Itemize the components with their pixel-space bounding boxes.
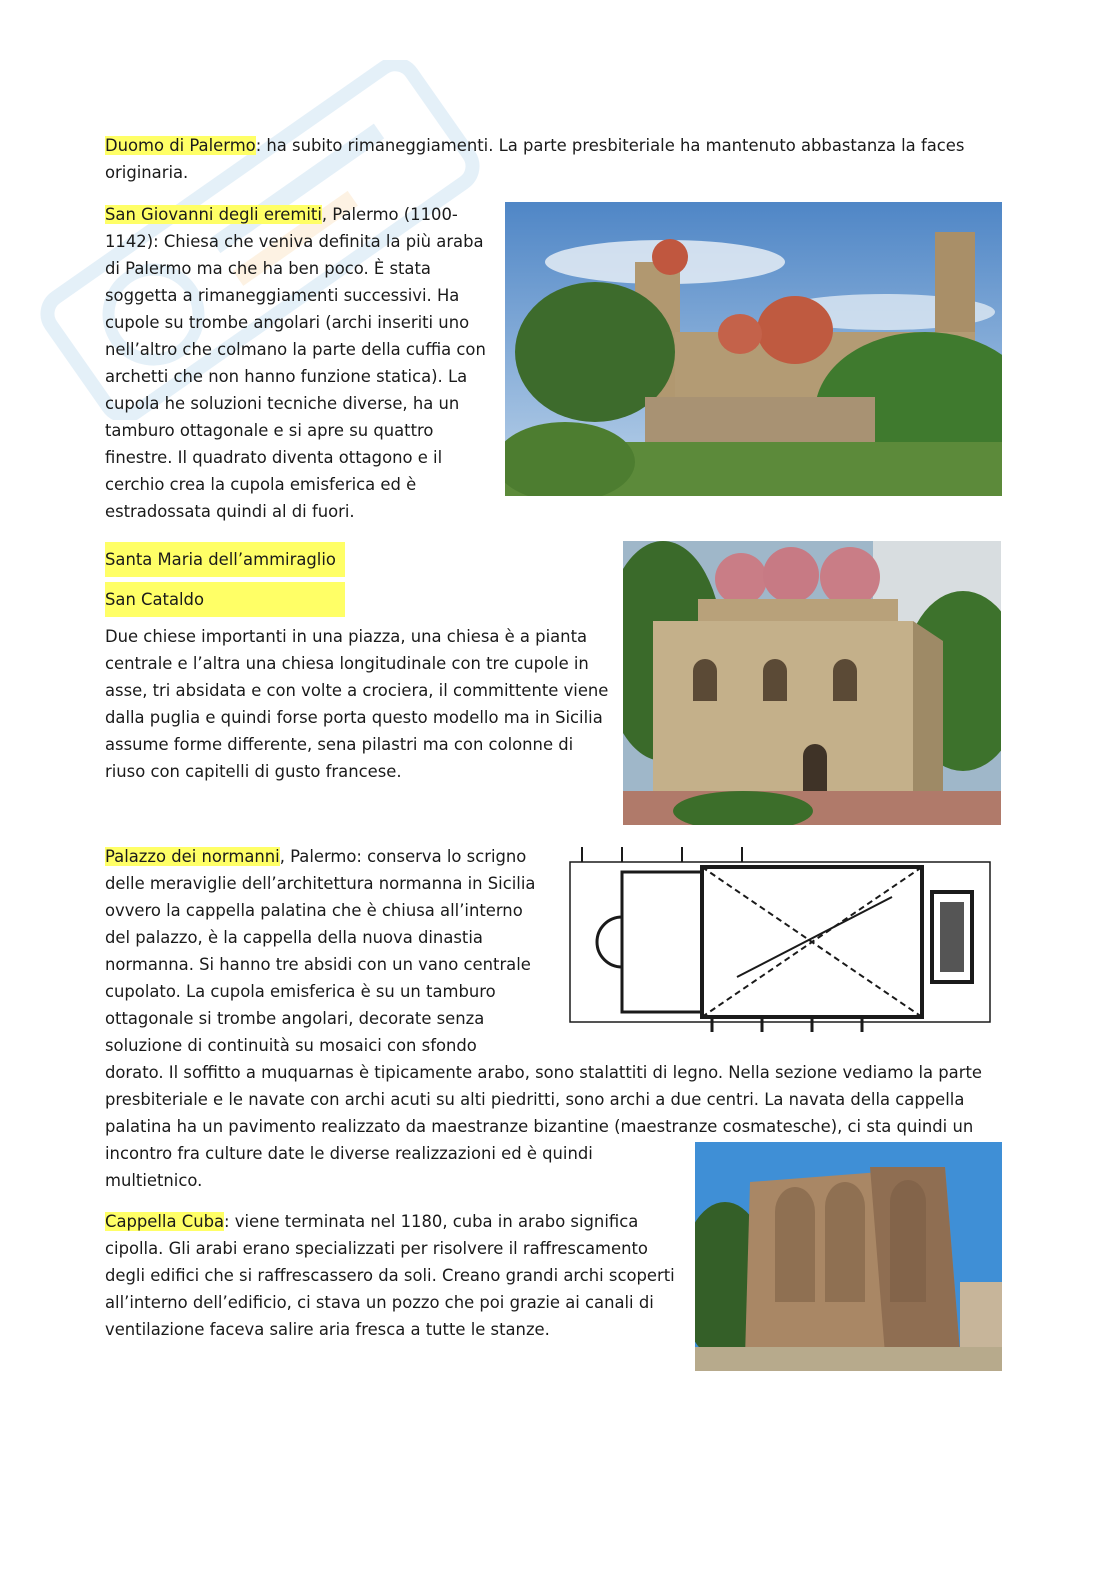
palazzo-floor-plan: [562, 842, 1002, 1044]
duomo-paragraph: [105, 132, 985, 186]
san-cataldo-title: San Cataldo: [105, 582, 345, 617]
san-cataldo-heading: [105, 582, 345, 617]
cuba-title: Cappella Cuba: [105, 1212, 225, 1231]
palazzo-text-top: , Palermo: conserva lo scrigno delle meraviglie dell’architettura normanna in Sicilia ovvero la cappella palatina che è chiusa all’interno del palazzo, è la cappella della nuova dinastia normanna. Si hanno tre absidi con un vano centrale cupolato. La cupola emisferica è su un tamburo ottagonale si trombe angolari, decorate senza soluzione di continuità su mosaici con sfondo: [105, 847, 536, 1055]
cuba-text: : viene terminata nel 1180, cuba in arabo significa cipolla. Gli arabi erano specializzati per risolvere il raffrescamento degli edifici che si raffrescassero da soli. Creano grandi archi scoperti all’interno dell’edificio, ci stava un pozzo che poi grazie ai canali di ventilazione faceva salire aria fresca a tutte le stanze.: [105, 1212, 675, 1339]
san-cataldo-photo: [623, 541, 1001, 825]
san-giovanni-text: , Palermo (1100-1142): Chiesa che veniva definita la più araba di Palermo ma che ha ben poco. È stata soggetta a rimaneggiamenti successivi. Ha cupole su trombe angolari (archi inseriti uno nell’altro che colmano la parte della cuffia con archetti che non hanno funzione statica). La cupola he soluzioni tecniche diverse, ha un tamburo ottagonale e si apre su quattro finestre. Il quadrato diventa ottagono e il cerchio crea la cupola emisferica ed è estradossata quindi al di fuori.: [105, 205, 486, 521]
san-giovanni-paragraph: [105, 201, 490, 525]
san-giovanni-photo: [505, 202, 1002, 496]
duomo-text: : ha subito rimaneggiamenti. La parte presbiteriale ha mantenuto abbastanza la faces originaria.: [105, 136, 965, 182]
cuba-photo: [695, 1142, 1002, 1371]
palazzo-title: Palazzo dei normanni: [105, 847, 280, 866]
santa-maria-title: Santa Maria dell’ammiraglio: [105, 542, 345, 577]
duomo-title: Duomo di Palermo: [105, 136, 256, 155]
cuba-paragraph: [105, 1208, 685, 1343]
palazzo-text-full: dorato. Il soffitto a muquarnas è tipicamente arabo, sono stalattiti di legno. Nella sezione vediamo la parte presbiteriale e le navate con archi acuti su alti piedritti, sono archi a due centri. La navata della cappella palatina ha un pavimento realizzato da maestranze bizantine (maestranze cosmatesche), ci sta quindi un: [105, 1063, 982, 1136]
san-cataldo-text: Due chiese importanti in una piazza, una chiesa è a pianta centrale e l’altra una chiesa longitudinale con tre cupole in asse, tri absidata e con volte a crociera, il committente viene dalla puglia e quindi forse porta questo modello ma in Sicilia assume forme differente, sena pilastri ma con colonne di riuso con capitelli di gusto francese.: [105, 627, 609, 781]
palazzo-paragraph-top: [105, 843, 545, 1059]
san-giovanni-title: San Giovanni degli eremiti: [105, 205, 322, 224]
santa-maria-heading: [105, 540, 345, 581]
palazzo-text-end: incontro fra culture date le diverse realizzazioni ed è quindi multietnico.: [105, 1144, 593, 1190]
